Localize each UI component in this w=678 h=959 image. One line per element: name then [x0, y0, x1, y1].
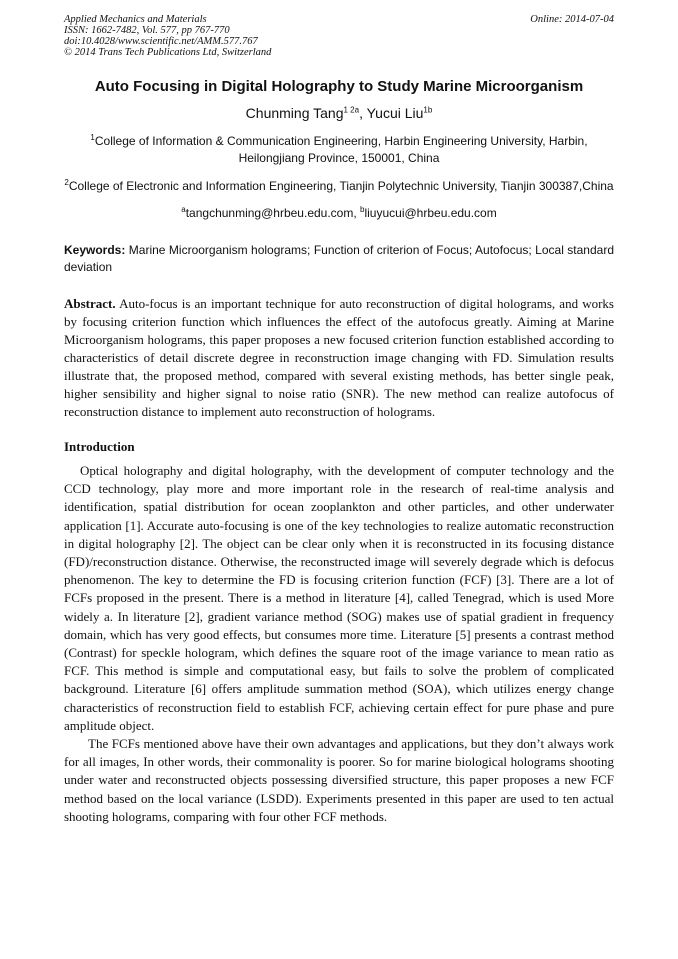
- affiliation-2-mark: 2: [64, 178, 69, 187]
- abstract-text: Auto-focus is an important technique for auto reconstruction of digital holograms, and works by focusing criterion function which influences the effect of the autofocus greatly. Aiming at Marine Microorganism holograms, this paper proposes a new focused criterion function established according to characteristics of detail discrete degree in reconstruction image changing with FD. Simulation results illustrate that, the proposed method, compared with several existing methods, has better single peak, higher sensibility and higher signal to noise ratio (SNR). The new method can realize autofocus of reconstruction distance to implement auto reconstruction of holograms.: [64, 296, 614, 419]
- author-separator: ,: [359, 105, 367, 121]
- affiliation-1: [64, 133, 614, 167]
- affiliation-1-text: College of Information & Communication Engineering, Harbin Engineering University, Harbin, Heilongjiang Province, 150001, China: [94, 134, 588, 165]
- journal-header: [64, 14, 614, 58]
- affiliation-2: [64, 178, 614, 195]
- keywords-text: Marine Microorganism holograms; Function of criterion of Focus; Autofocus; Local standard deviation: [64, 243, 614, 274]
- email-line: [64, 205, 614, 221]
- journal-name: Applied Mechanics and Materials: [64, 14, 207, 25]
- abstract-block: [64, 295, 614, 421]
- keywords-block: [64, 242, 614, 276]
- online-date: Online: 2014-07-04: [530, 14, 614, 25]
- author-2: Yucui Liu: [366, 105, 424, 121]
- email-b-mark: b: [360, 205, 365, 214]
- doi-line: doi:10.4028/www.scientific.net/AMM.577.767: [64, 36, 258, 47]
- author-1: Chunming Tang: [245, 105, 344, 121]
- affiliation-2-text: College of Electronic and Information Engineering, Tianjin Polytechnic University, Tianjin 300387,China: [68, 179, 614, 193]
- author-line: [64, 104, 614, 122]
- introduction-heading: Introduction: [64, 439, 135, 454]
- author-2-affil-mark: 1b: [423, 105, 433, 115]
- keywords-label: Keywords:: [64, 243, 126, 257]
- paper-page: [64, 14, 614, 826]
- email-b: liuyucui@hrbeu.edu.com: [364, 206, 497, 220]
- paper-title: Auto Focusing in Digital Holography to Study Marine Microorganism: [94, 78, 584, 95]
- email-a: tangchunming@hrbeu.edu.com: [185, 206, 354, 220]
- affiliation-1-mark: 1: [90, 133, 95, 142]
- email-a-mark: a: [181, 205, 186, 214]
- email-separator: ,: [353, 206, 361, 220]
- copyright-line: © 2014 Trans Tech Publications Ltd, Switzerland: [64, 47, 272, 58]
- abstract-label: Abstract.: [64, 296, 116, 311]
- issn-line: ISSN: 1662-7482, Vol. 577, pp 767-770: [64, 25, 230, 36]
- author-1-affil-mark: 1 2a: [343, 105, 360, 115]
- introduction-paragraph-1: Optical holography and digital holography, with the development of computer technology and the CCD technology, play more and more important role in the research of real-time analysis and identification, spatial distribution for ocean zooplankton and other particles, and other underwater application [1]. Accurate auto-focusing is one of the key technologies to realize automatic reconstruction in digital holography [2]. The object can be clear only when it is reconstructed in its focusing distance (FD)/reconstruction distance. Otherwise, the reconstructed image will severely degrade which is defocus phenomenon. The key to determine the FD is focusing criterion function (FCF) [3]. There are a lot of FCFs proposed in the present. There is a method in literature [4], called Tenegrad, which is used More widely a. In literature [2], gradient variance method (SOG) makes use of spatial gradient in frequency domain, which has very good effects, but consumes more time. Literature [5] presents a contrast method (Contrast) for speckle hologram, which defines the square root of the image variance to mean ratio as FCF. This method is simple and computational easy, but fails to solve the problem of complicated background. Literature [6] offers amplitude summation method (SOA), which utilizes energy change characteristics of reconstruction field to establish FCF, achieving certain effect for pure phase and pure amplitude object.: [64, 463, 614, 733]
- introduction-paragraph-2: The FCFs mentioned above have their own advantages and applications, but they don’t always work for all images, In other words, their commonality is poorer. So for marine biological holograms shooting under water and reconstructed objects possessing diversified structure, this paper proposes a new FCF method based on the local variance (LSDD). Experiments presented in this paper are used to ten actual shooting holograms, comparing with four other FCF methods.: [64, 736, 614, 824]
